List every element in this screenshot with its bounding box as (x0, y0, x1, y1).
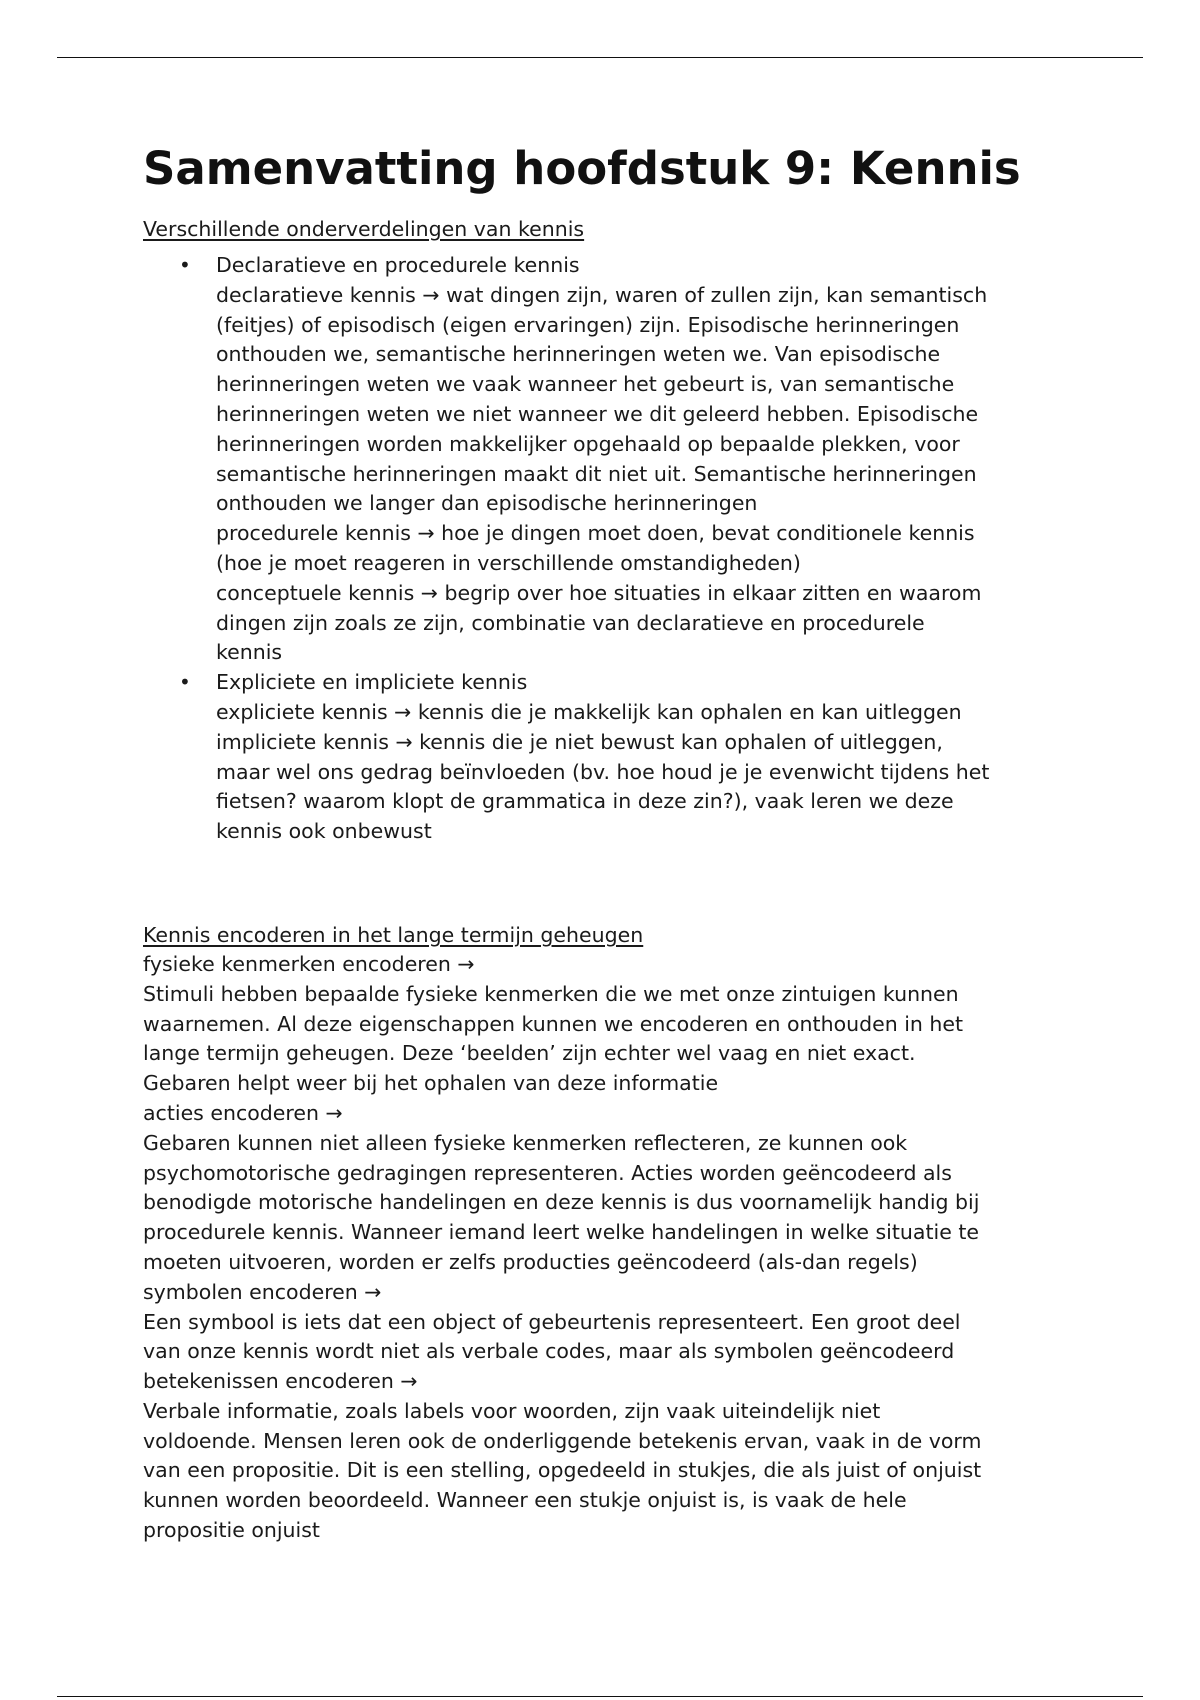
subheading-symbolen: symbolen encoderen → (143, 1279, 382, 1304)
text-line: van onze kennis wordt niet als verbale codes, maar als symbolen geëncodeerd (143, 1339, 955, 1364)
bullet-list (143, 251, 1073, 847)
text-line: kunnen worden beoordeeld. Wanneer een stukje onjuist is, is vaak de hele (143, 1488, 907, 1513)
text-line: herinneringen weten we vaak wanneer het gebeurt is, van semantische (216, 372, 955, 397)
section-heading-onderverdelingen: Verschillende onderverdelingen van kennis (143, 217, 585, 241)
text-line: maar wel ons gedrag beïnvloeden (bv. hoe houd je je evenwicht tijdens het (216, 759, 990, 784)
text-line: (hoe je moet reageren in verschillende omstandigheden) (216, 550, 801, 575)
bullet-icon: • (179, 253, 191, 277)
list-item (143, 251, 1073, 668)
text-line: moeten uitvoeren, worden er zelfs producties geëncodeerd (als-dan regels) (143, 1249, 918, 1274)
text-line: kennis (216, 640, 283, 665)
page-title: Samenvatting hoofdstuk 9: Kennis (143, 142, 1021, 195)
text-line: impliciete kennis → kennis die je niet bewust kan ophalen of uitleggen, (216, 729, 943, 754)
text-line: (feitjes) of episodisch (eigen ervaringen) zijn. Episodische herinneringen (216, 312, 960, 337)
text-line: van een propositie. Dit is een stelling, opgedeeld in stukjes, die als juist of onjuist (143, 1458, 982, 1483)
text-line: dingen zijn zoals ze zijn, combinatie van declaratieve en procedurele (216, 610, 925, 635)
bullet-icon: • (179, 670, 191, 695)
subheading-betekenissen: betekenissen encoderen → (143, 1369, 418, 1394)
section-heading-encoderen: Kennis encoderen in het lange termijn geheugen (143, 922, 644, 947)
text-line: lange termijn geheugen. Deze ‘beelden’ zijn echter wel vaag en niet exact. (143, 1041, 916, 1066)
text-line: Een symbool is iets dat een object of gebeurtenis representeert. Een groot deel (143, 1309, 961, 1334)
text-line: herinneringen worden makkelijker opgehaald op bepaalde plekken, voor (216, 431, 960, 456)
subheading-acties: acties encoderen → (143, 1100, 343, 1125)
text-line: onthouden we, semantische herinneringen weten we. Van episodische (216, 342, 941, 367)
text-line: declaratieve kennis → wat dingen zijn, waren of zullen zijn, kan semantisch (216, 282, 988, 307)
section-encoderen (143, 920, 1073, 1546)
bullet-title: Expliciete en impliciete kennis (216, 670, 528, 695)
text-line: kennis ook onbewust (216, 819, 432, 844)
document-body (143, 138, 1073, 1546)
header-rule (57, 57, 1143, 58)
text-line: procedurele kennis → hoe je dingen moet doen, bevat conditionele kennis (216, 521, 975, 546)
text-line: onthouden we langer dan episodische herinneringen (216, 491, 758, 516)
subheading-fysieke-kenmerken: fysieke kenmerken encoderen → (143, 951, 475, 976)
text-line: waarnemen. Al deze eigenschappen kunnen we encoderen en onthouden in het (143, 1011, 964, 1036)
text-line: Verbale informatie, zoals labels voor woorden, zijn vaak uiteindelijk niet (143, 1398, 881, 1423)
text-line: fietsen? waarom klopt de grammatica in deze zin?), vaak leren we deze (216, 789, 954, 814)
text-line: herinneringen weten we niet wanneer we dit geleerd hebben. Episodische (216, 401, 979, 426)
footer-rule (57, 1696, 1143, 1697)
text-line: semantische herinneringen maakt dit niet uit. Semantische herinneringen (216, 461, 977, 486)
text-line: psychomotorische gedragingen representeren. Acties worden geëncodeerd als (143, 1160, 952, 1185)
text-line: procedurele kennis. Wanneer iemand leert welke handelingen in welke situatie te (143, 1220, 979, 1245)
bullet-title: Declaratieve en procedurele kennis (216, 253, 580, 277)
text-line: Gebaren helpt weer bij het ophalen van deze informatie (143, 1071, 719, 1096)
text-line: Gebaren kunnen niet alleen fysieke kenmerken reflecteren, ze kunnen ook (143, 1130, 908, 1155)
text-line: benodigde motorische handelingen en deze kennis is dus voornamelijk handig bij (143, 1190, 980, 1215)
text-line: conceptuele kennis → begrip over hoe situaties in elkaar zitten en waarom (216, 580, 982, 605)
list-item (143, 668, 1073, 847)
text-line: Stimuli hebben bepaalde fysieke kenmerken die we met onze zintuigen kunnen (143, 981, 959, 1006)
text-line: propositie onjuist (143, 1518, 320, 1543)
text-line: expliciete kennis → kennis die je makkelijk kan ophalen en kan uitleggen (216, 699, 962, 724)
text-line: voldoende. Mensen leren ook de onderliggende betekenis ervan, vaak in de vorm (143, 1428, 982, 1453)
